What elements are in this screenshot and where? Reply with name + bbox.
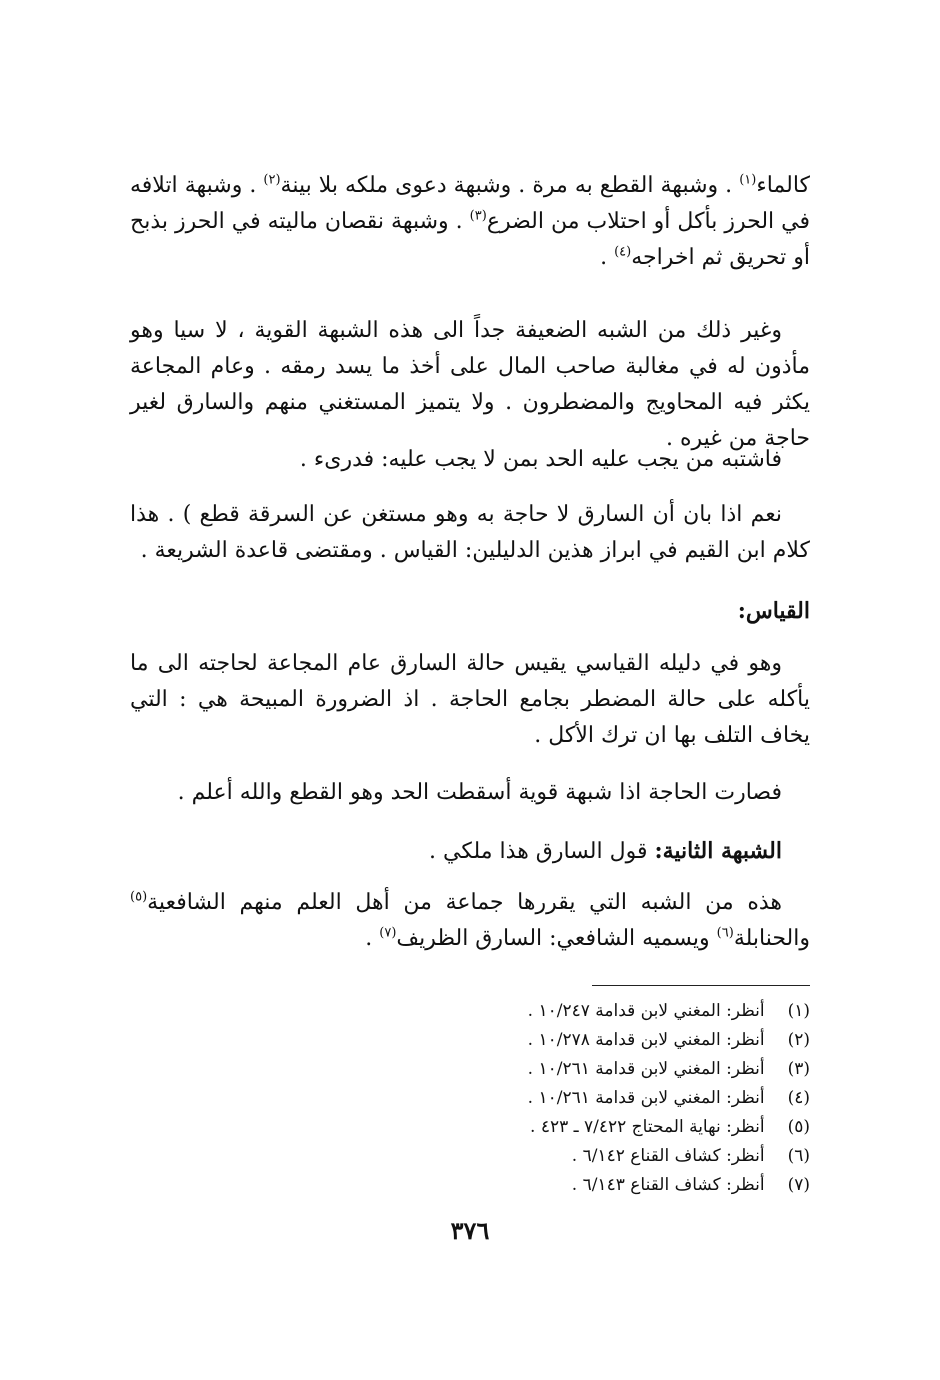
footnote-item xyxy=(390,1084,810,1113)
footnote-number: (٧) xyxy=(787,1175,810,1195)
text-segment: كالماء xyxy=(756,173,810,198)
paragraph-7 xyxy=(130,833,810,870)
paragraph-1-text xyxy=(130,168,810,276)
paragraph-2 xyxy=(130,313,810,457)
footnote-text: أنظر: المغني لابن قدامة ١٠/٢٧٨ . xyxy=(527,1030,765,1050)
paragraph-5-text: وهو في دليله القياسي يقيس حالة السارق عام المجاعة لحاجته الى ما يأكله على حالة المضطر بجامع الحاجة . اذ الضرورة المبيحة هي : التي يخاف التلف بها ان ترك الأكل . xyxy=(130,651,810,748)
footnote-item xyxy=(390,1171,810,1200)
footnote-ref: (٤) xyxy=(614,244,632,260)
footnote-ref: (٧) xyxy=(379,925,397,941)
paragraph-4-text: نعم اذا بان أن السارق لا حاجة به وهو مستغن عن السرقة قطع ) . هذا كلام ابن القيم في ابراز هذين الدليلين: القياس . ومقتضى قاعدة الشريعة . xyxy=(130,502,810,563)
paragraph-1 xyxy=(130,168,810,276)
footnote-ref: (١) xyxy=(739,172,757,188)
paragraph-6-text: فصارت الحاجة اذا شبهة قوية أسقطت الحد وهو القطع والله أعلم . xyxy=(177,780,782,805)
footnote-item xyxy=(390,1142,810,1171)
footnote-number: (١) xyxy=(787,1001,810,1021)
text-segment: والحنابلة xyxy=(733,926,810,951)
text-segment: هذه من الشبه التي يقررها جماعة من أهل العلم منهم الشافعية xyxy=(147,890,782,915)
footnote-text: أنظر: كشاف القناع ٦/١٤٢ . xyxy=(571,1146,765,1166)
footnote-item xyxy=(390,997,810,1026)
text-segment: . xyxy=(600,245,615,270)
footnote-item xyxy=(390,1026,810,1055)
page-number: ٣٧٦ xyxy=(450,1216,490,1245)
footnote-number: (٢) xyxy=(787,1030,810,1050)
footnote-ref: (٢) xyxy=(263,172,281,188)
paragraph-2-text: وغير ذلك من الشبه الضعيفة جداً الى هذه الشبهة القوية ، لا سيا وهو مأذون له في مغالبة صاحب المال على أخذ ما يسد رمقه . وعام المجاعة يكثر فيه المحاويج والمضطرون . ولا يتميز المستغني منهم والسارق لغير حاجة من غيره . xyxy=(130,318,810,451)
paragraph-5 xyxy=(130,646,810,754)
footnote-text: أنظر: نهاية المحتاج ٧/٤٢٢ ـ ٤٢٣ . xyxy=(530,1117,765,1137)
footnote-number: (٦) xyxy=(787,1146,810,1166)
text-segment: ويسميه الشافعي: السارق الظريف xyxy=(396,926,717,951)
footnote-text: أنظر: المغني لابن قدامة ١٠/٢٤٧ . xyxy=(527,1001,765,1021)
footnote-number: (٣) xyxy=(787,1059,810,1079)
footnote-ref: (٣) xyxy=(469,208,487,224)
footnote-item xyxy=(390,1113,810,1142)
footnote-text: أنظر: المغني لابن قدامة ١٠/٢٦١ . xyxy=(527,1059,765,1079)
paragraph-8 xyxy=(130,885,810,957)
subheading: الشبهة الثانية: xyxy=(654,838,782,864)
footnote-item xyxy=(390,1055,810,1084)
text-segment: قول السارق هذا ملكي . xyxy=(429,839,655,864)
footnote-number: (٥) xyxy=(787,1117,810,1137)
paragraph-3 xyxy=(130,442,810,478)
footnote-ref: (٦) xyxy=(716,925,734,941)
paragraph-3-text: فاشتبه من يجب عليه الحد بمن لا يجب عليه: فدرىء . xyxy=(299,447,782,472)
text-segment: . وشبهة اتلافه في الحرز بأكل أو احتلاب من الضرع xyxy=(130,173,810,234)
footnotes xyxy=(390,997,810,1200)
footnote-separator xyxy=(592,985,810,986)
section-heading: القياس: xyxy=(737,598,810,624)
text-segment: . وشبهة نقصان ماليته في الحرز بذبح أو تحريق ثم اخراجه xyxy=(130,209,810,270)
paragraph-4 xyxy=(130,497,810,569)
paragraph-6 xyxy=(130,775,810,811)
footnote-ref: (٥) xyxy=(130,889,148,905)
footnote-text: أنظر: كشاف القناع ٦/١٤٣ . xyxy=(571,1175,765,1195)
footnote-text: أنظر: المغني لابن قدامة ١٠/٢٦١ . xyxy=(527,1088,765,1108)
paragraph-8-text xyxy=(130,885,810,957)
text-segment: . وشبهة القطع به مرة . وشبهة دعوى ملكه بلا بينة xyxy=(280,173,740,198)
text-segment: . xyxy=(365,926,380,951)
footnote-number: (٤) xyxy=(787,1088,810,1108)
paragraph-7-text xyxy=(130,833,810,870)
